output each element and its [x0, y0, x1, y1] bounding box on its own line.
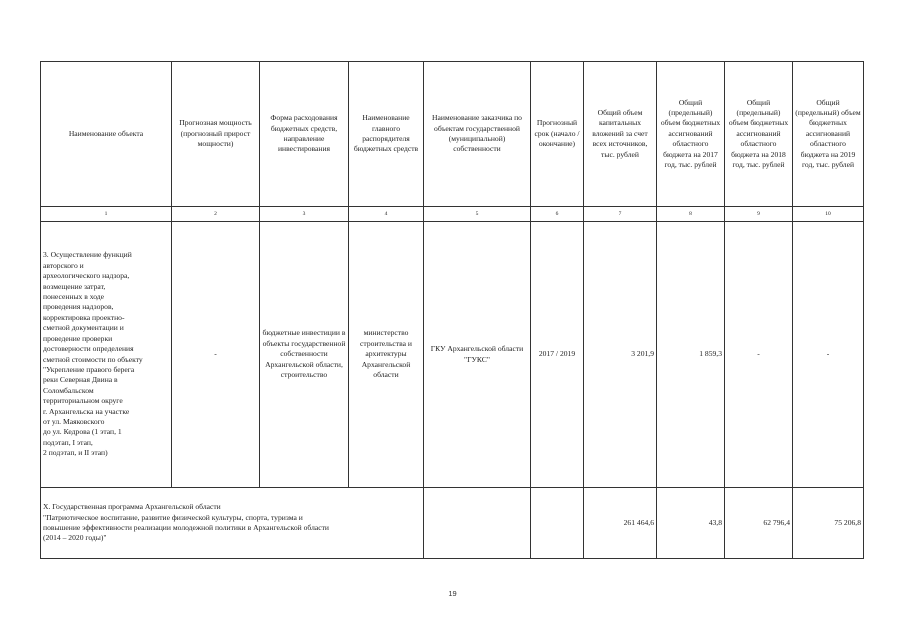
object-name-line: археологического надзора,: [43, 271, 130, 281]
budget-2018-cell: 62 796,4: [725, 488, 793, 559]
object-name-line: сметной стоимости по объекту: [43, 354, 143, 364]
distributor-cell: министерство строительства и архитектуры Архангельской области: [349, 222, 424, 488]
column-number: 1: [41, 207, 172, 222]
program-title-line: повышение эффективности реализации молодежной политики в Архангельской области: [43, 523, 329, 532]
spending-form-cell: бюджетные инвестиции в объекты государственной собственности Архангельской области, строительство: [260, 222, 349, 488]
object-name-line: проведение проверки: [43, 333, 113, 343]
total-investment-cell: 261 464,6: [584, 488, 657, 559]
budget-2019-cell: -: [793, 222, 864, 488]
column-number-row: [41, 207, 864, 222]
header-total-investment: Общий объем капитальных вложений за счет всех источников, тыс. рублей: [584, 62, 657, 207]
header-term: Прогнозный срок (начало / окончание): [531, 62, 584, 207]
header-budget-2018: Общий (предельный) объем бюджетных ассигнований областного бюджета на 2018 год, тыс. рублей: [725, 62, 793, 207]
object-name-line: территориальном округе: [43, 396, 123, 406]
column-number: 5: [424, 207, 531, 222]
budget-2017-cell: 1 859,3: [657, 222, 725, 488]
program-title-cell: [41, 488, 424, 559]
column-number: 4: [349, 207, 424, 222]
header-budget-2017: Общий (предельный) объем бюджетных ассигнований областного бюджета на 2017 год, тыс. рублей: [657, 62, 725, 207]
header-budget-distributor: Наименование главного распорядителя бюджетных средств: [349, 62, 424, 207]
object-name-line: подэтап, I этап,: [43, 437, 93, 447]
object-name-cell: [41, 222, 172, 488]
object-name-line: корректировка проектно-: [43, 312, 125, 322]
object-name-line: авторского и: [43, 260, 84, 270]
object-name-line: "Укрепление правого берега: [43, 364, 135, 374]
column-number: 8: [657, 207, 725, 222]
table-row: [41, 222, 864, 488]
term-cell: [531, 488, 584, 559]
budget-2019-cell: 75 206,8: [793, 488, 864, 559]
column-number: 2: [172, 207, 260, 222]
object-name-line: сметной документации и: [43, 323, 124, 333]
capacity-cell: -: [172, 222, 260, 488]
column-number: 3: [260, 207, 349, 222]
object-name-line: 2 подэтап, и II этап): [43, 448, 108, 458]
column-number: 9: [725, 207, 793, 222]
page-number: 19: [448, 589, 457, 598]
object-name-line: г. Архангельска на участке: [43, 406, 130, 416]
table-header-row: [41, 62, 864, 207]
header-spending-form: Форма расходования бюджетных средств, направление инвестирования: [260, 62, 349, 207]
object-name-line: реки Северная Двина в: [43, 375, 118, 385]
object-name-line: Соломбальском: [43, 385, 94, 395]
total-investment-cell: 3 201,9: [584, 222, 657, 488]
column-number: 7: [584, 207, 657, 222]
table-row: [41, 488, 864, 559]
object-name-line: до ул. Кедрова (1 этап, 1: [43, 427, 122, 437]
object-name-line: понесенных в ходе: [43, 292, 105, 302]
object-name-line: проведения надзоров,: [43, 302, 114, 312]
customer-cell: ГКУ Архангельской области "ГУКС": [424, 222, 531, 488]
header-customer: Наименование заказчика по объектам государственной (муниципальной) собственности: [424, 62, 531, 207]
object-name-line: достоверности определения: [43, 344, 134, 354]
term-cell: 2017 / 2019: [531, 222, 584, 488]
object-name-line: от ул. Маяковского: [43, 416, 105, 426]
customer-cell: [424, 488, 531, 559]
program-title-line: "Патриотическое воспитание, развитие физической культуры, спорта, туризма и: [43, 512, 303, 522]
budget-2017-cell: 43,8: [657, 488, 725, 559]
header-budget-2019: Общий (предельный) объем бюджетных ассигнований областного бюджета на 2019 год, тыс. рублей: [793, 62, 864, 207]
header-object-name: Наименование объекта: [41, 62, 172, 207]
capital-investment-table: [40, 61, 864, 559]
budget-2018-cell: -: [725, 222, 793, 488]
column-number: 10: [793, 207, 864, 222]
object-name-line: 3. Осуществление функций: [43, 250, 132, 260]
program-title-line: X. Государственная программа Архангельской области: [43, 502, 221, 512]
header-capacity: Прогнозная мощность (прогнозный прирост мощности): [172, 62, 260, 207]
program-title-line: (2014 – 2020 годы)": [43, 533, 107, 543]
column-number: 6: [531, 207, 584, 222]
object-name-line: возмещение затрат,: [43, 281, 106, 291]
